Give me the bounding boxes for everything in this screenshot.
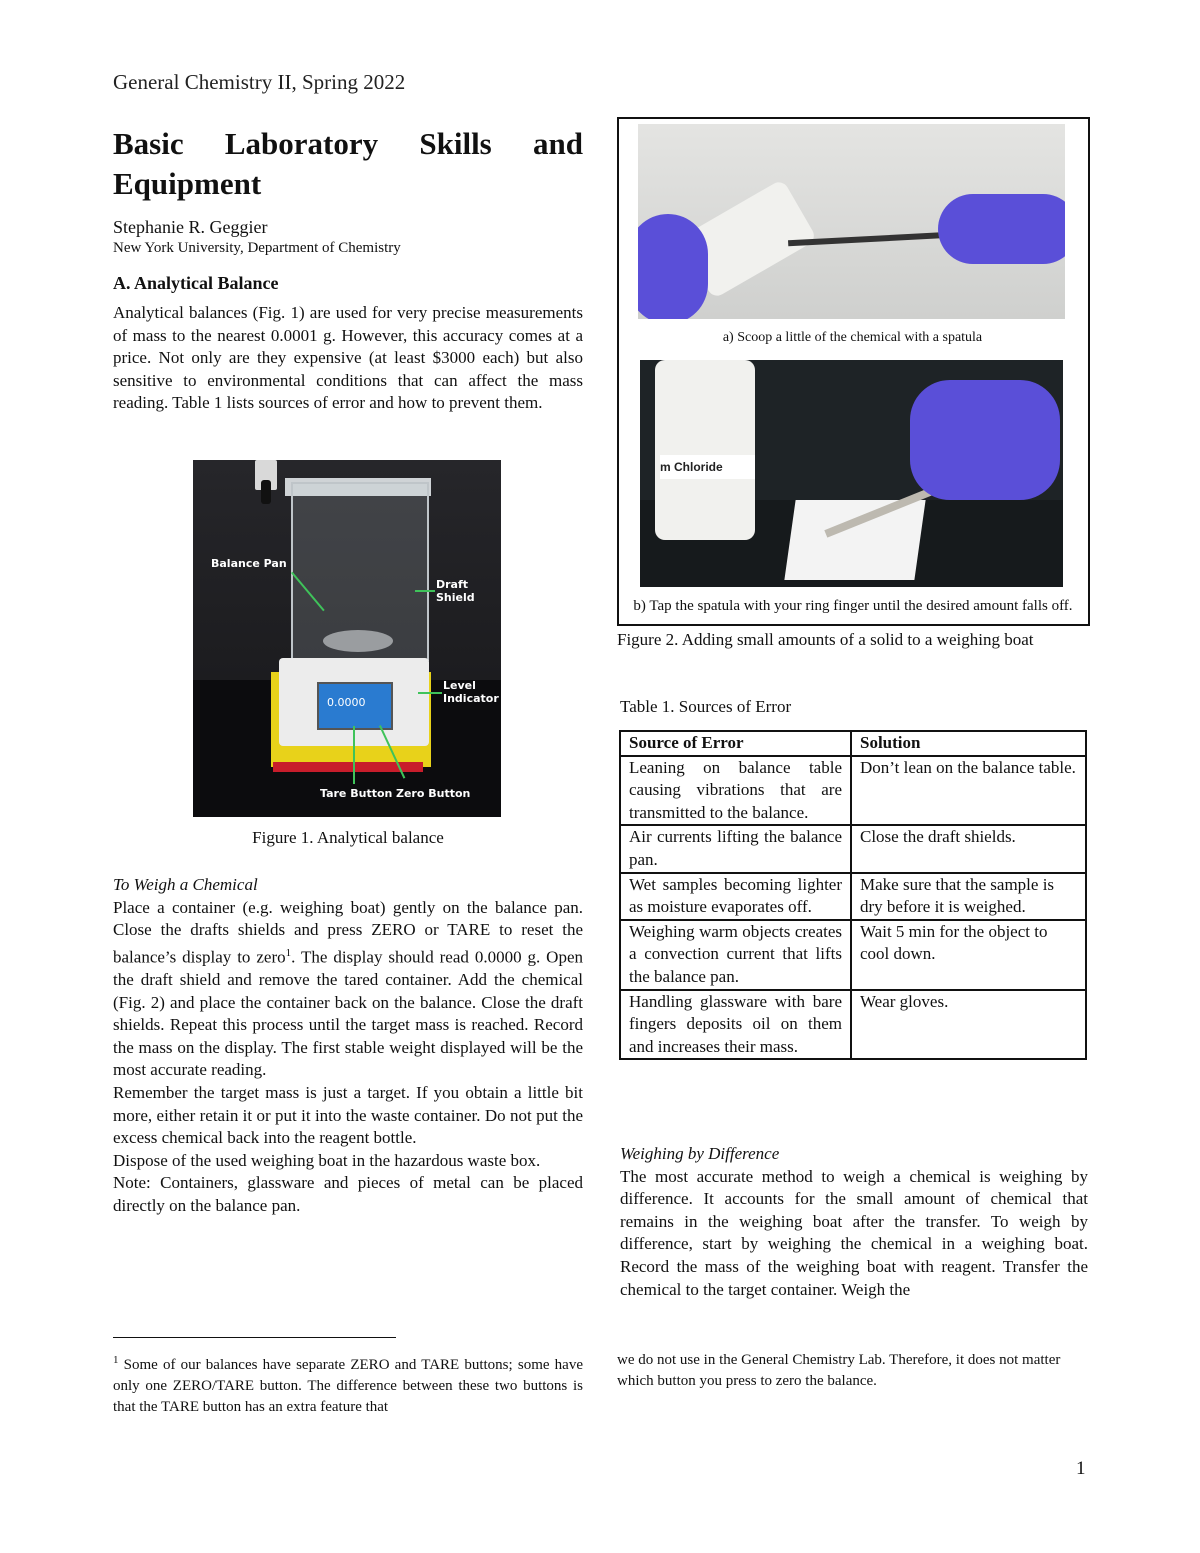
title-word: Laboratory: [224, 126, 379, 161]
table-row: [620, 825, 1086, 872]
figure-1-caption: Figure 1. Analytical balance: [252, 828, 444, 847]
weigh-paragraph-4: Note: Containers, glassware and pieces of metal can be placed directly on the balance pan.: [113, 1173, 583, 1215]
title-line2: Equipment: [113, 166, 262, 201]
table-cell: Wait 5 min for the object to cool down.: [851, 920, 1086, 990]
label-balance-pan: Balance Pan: [211, 557, 287, 570]
weighing-boat: [784, 500, 925, 580]
table-cell: Weighing warm objects creates a convection current that lifts the balance pan.: [620, 920, 851, 990]
photo-scoop-chemical: [638, 124, 1065, 319]
table-header-row: [620, 731, 1086, 756]
title-word: and: [532, 126, 583, 161]
footnote-rule: [113, 1337, 396, 1338]
figure-2b-caption: b) Tap the spatula with your ring finger until the desired amount falls off.: [633, 598, 1073, 614]
table-cell: Close the draft shields.: [851, 825, 1086, 872]
intro-paragraph: Analytical balances (Fig. 1) are used for very precise measurements of mass to the nearest 0.0001 g. However, this accuracy comes at a price. Not only are they expensive (at least $3000 each) but also sensitive to environmental conditions that can affect the mass reading. Table 1 lists sources of error and how to prevent them.: [113, 303, 583, 413]
wbd-paragraph: The most accurate method to weigh a chemical is weighing by difference. It accounts for the small amount of chemical that remains in the weighing boat after the transfer. To weigh by difference, start by weighing the chemical in a weighing boat. Record the mass of the weighing boat with reagent. Transfer the chemical to the target container. Weigh the: [620, 1166, 1088, 1299]
weighing-by-difference: [620, 1143, 1088, 1301]
author: Stephanie R. Geggier: [113, 217, 268, 237]
analytical-balance-photo: [193, 460, 501, 817]
label-draft-shield: Draft Shield: [436, 578, 475, 604]
affiliation: New York University, Department of Chemistry: [113, 240, 401, 256]
display-reading: 0.0000: [327, 696, 366, 709]
section-heading-a: A. Analytical Balance: [113, 273, 279, 293]
table-row: [620, 990, 1086, 1060]
table-row: [620, 920, 1086, 990]
page-number: 1: [1076, 1458, 1086, 1479]
table-cell: Handling glassware with bare fingers deposits oil on them and increases their mass.: [620, 990, 851, 1060]
table-cell: Leaning on balance table causing vibrations that are transmitted to the balance.: [620, 756, 851, 826]
running-header: General Chemistry II, Spring 2022: [113, 70, 406, 94]
weigh-paragraph-1: Place a container (e.g. weighing boat) gently on the balance pan. Close the drafts shields and press ZERO or TARE to reset the balance’s display to zero$^1$. The display should read 0.0000 g. Open the draft shield and remove the tared container. Add the chemical (Fig. 2) and place the container back on the balance. Close the draft shields. Repeat this process until the target mass is reached. Record the mass on the display. The first stable weight displayed will be the most accurate reading.: [113, 897, 583, 1080]
label-level-indicator: Level Indicator: [443, 679, 499, 705]
photo-tap-spatula: [640, 360, 1063, 587]
title-word: Skills: [419, 126, 492, 161]
table-row: [620, 756, 1086, 826]
table-cell: Don’t lean on the balance table.: [851, 756, 1086, 826]
label-tare-button: Tare Button: [320, 787, 393, 800]
footnote-ref: 1: [285, 946, 292, 959]
table-header: Solution: [851, 731, 1086, 756]
table-cell: Wear gloves.: [851, 990, 1086, 1060]
balance-pan: [323, 630, 393, 652]
sources-of-error-table: [619, 730, 1087, 1060]
table-title: Table 1. Sources of Error: [620, 697, 792, 716]
document-title: [113, 124, 583, 204]
footnote-right: we do not use in the General Chemistry Lab. Therefore, it does not matter which button you press to zero the balance.: [617, 1352, 1061, 1389]
table-header: Source of Error: [620, 731, 851, 756]
table-cell: Make sure that the sample is dry before it is weighed.: [851, 873, 1086, 920]
weigh-section: [113, 874, 583, 1218]
table-cell: Wet samples becoming lighter as moisture evaporates off.: [620, 873, 851, 920]
bottle-label: m Chloride: [660, 455, 755, 479]
title-word: Basic: [113, 126, 184, 161]
wbd-heading: Weighing by Difference: [620, 1144, 780, 1163]
table-cell: Air currents lifting the balance pan.: [620, 825, 851, 872]
left-column: [113, 124, 583, 415]
weigh-heading: To Weigh a Chemical: [113, 875, 258, 894]
weigh-paragraph-2: Remember the target mass is just a target. If you obtain a little bit more, either retain it or put it into the waste container. Do not put the excess chemical back into the reagent bottle.: [113, 1083, 583, 1148]
footnote-left: $^1$ Some of our balances have separate ZERO and TARE buttons; some have only one ZERO/TARE button. The difference between these two buttons is that the TARE button has an extra feature that: [113, 1354, 583, 1415]
table-row: [620, 873, 1086, 920]
label-zero-button: Zero Button: [396, 787, 471, 800]
figure-2a-caption: a) Scoop a little of the chemical with a spatula: [722, 330, 983, 345]
weigh-paragraph-3: Dispose of the used weighing boat in the hazardous waste box.: [113, 1150, 541, 1170]
figure-2-caption: Figure 2. Adding small amounts of a solid to a weighing boat: [617, 630, 1034, 649]
